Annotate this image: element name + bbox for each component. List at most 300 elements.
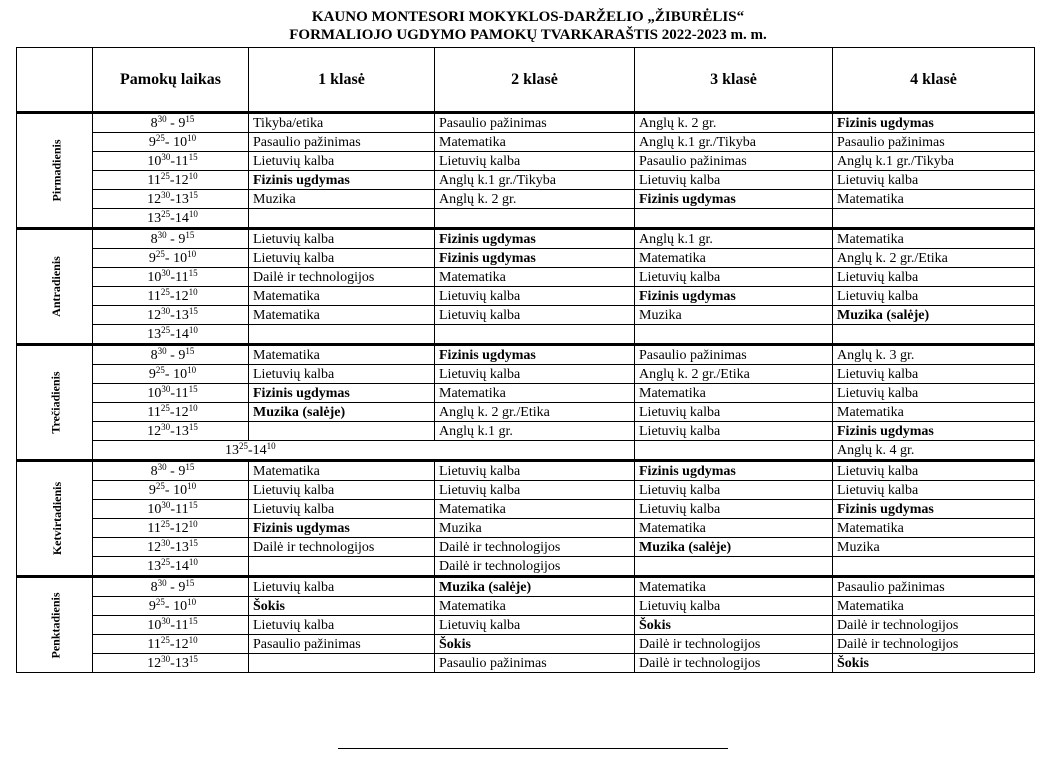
lesson-cell: Pasaulio pažinimas [833,577,1035,597]
lesson-cell: Anglų k. 2 gr./Etika [635,365,833,384]
time-end-minute: 10 [188,286,198,297]
lesson-cell: Lietuvių kalba [435,152,635,171]
lesson-cell: Muzika (salėje) [249,403,435,422]
day-label: Pirmadienis [49,139,63,202]
lesson-cell: Matematika [833,403,1035,422]
schedule-table [16,47,1035,673]
time-start-minute: 25 [155,480,165,491]
time-end-hour: 10 [173,134,188,150]
lesson-cell: Fizinis ugdymas [635,190,833,209]
time-separator: - [170,501,176,517]
time-start-hour: 8 [150,463,158,479]
time-end-hour: 11 [175,153,189,169]
time-start-hour: 9 [148,482,156,498]
lesson-cell: Matematika [435,384,635,403]
time-end-hour: 14 [174,558,189,574]
time-separator: - [170,558,175,574]
time-end-minute: 15 [188,653,198,664]
time-end-hour: 13 [174,539,189,555]
lesson-cell: Fizinis ugdymas [435,345,635,365]
time-start-minute: 25 [155,596,165,607]
time-end-minute: 10 [188,556,198,567]
time-separator: - [170,153,176,169]
time-end-hour: 9 [178,347,186,363]
time-end-minute: 15 [188,267,198,278]
lesson-cell: Lietuvių kalba [249,365,435,384]
time-separator: - [170,655,175,671]
lesson-cell: Muzika [833,538,1035,557]
time-end-hour: 12 [174,636,189,652]
time-start-minute: 25 [160,402,170,413]
time-end-hour: 12 [174,520,189,536]
lesson-cell: Matematika [833,597,1035,616]
lesson-cell: Lietuvių kalba [249,616,435,635]
time-end-hour: 12 [174,288,189,304]
time-start-hour: 9 [148,134,156,150]
time-start-hour: 8 [150,115,158,131]
time-end-minute: 10 [266,440,276,451]
title-line-2: FORMALIOJO UGDYMO PAMOKŲ TVARKARAŠTIS 2022-2023 m. m. [289,27,767,43]
table-row [17,113,1035,133]
lesson-cell: Lietuvių kalba [833,287,1035,306]
time-end-hour: 14 [174,326,189,342]
lesson-cell: Pasaulio pažinimas [435,113,635,133]
table-row [17,461,1035,481]
time-end-hour: 10 [173,598,188,614]
time-start-hour: 12 [147,539,162,555]
day-label-cell [17,345,93,461]
time-cell [93,577,249,597]
lesson-cell: Matematika [635,577,833,597]
time-cell [93,500,249,519]
time-start-minute: 25 [239,440,248,451]
lesson-cell: Dailė ir technologijos [249,538,435,557]
time-end-hour: 13 [174,655,189,671]
time-end-hour: 14 [174,210,189,226]
time-start-minute: 30 [161,421,171,432]
time-start-hour: 11 [147,520,161,536]
lesson-cell [635,557,833,577]
lesson-cell: Lietuvių kalba [249,577,435,597]
time-cell [93,268,249,287]
time-start-minute: 25 [155,132,165,143]
time-start-hour: 10 [147,385,162,401]
day-label-cell [17,577,93,673]
table-row [17,597,1035,616]
time-cell [93,597,249,616]
lesson-cell [249,557,435,577]
lesson-cell: Lietuvių kalba [435,481,635,500]
time-start-minute: 25 [160,170,170,181]
time-end-minute: 10 [188,208,198,219]
time-end-minute: 15 [188,537,198,548]
time-start-hour: 9 [148,366,156,382]
lesson-cell: Pasaulio pažinimas [833,133,1035,152]
lesson-cell: Anglų k.1 gr./Tikyba [635,133,833,152]
lesson-cell [833,325,1035,345]
day-label: Antradienis [49,256,63,317]
time-cell [93,422,249,441]
time-cell [93,152,249,171]
table-row [17,441,1035,461]
lesson-cell: Lietuvių kalba [435,306,635,325]
table-row [17,268,1035,287]
lesson-cell: Dailė ir technologijos [435,557,635,577]
time-end-minute: 15 [185,345,195,356]
time-end-hour: 9 [178,231,186,247]
time-end-hour: 10 [173,482,188,498]
lesson-cell: Fizinis ugdymas [833,113,1035,133]
time-end-hour: 11 [175,385,189,401]
time-start-minute: 30 [161,383,171,394]
time-separator: - [166,579,179,595]
table-row [17,538,1035,557]
schedule-body [17,113,1035,673]
time-start-minute: 30 [157,345,167,356]
lesson-cell: Lietuvių kalba [435,616,635,635]
lesson-cell: Dailė ir technologijos [635,635,833,654]
lesson-cell: Lietuvių kalba [833,384,1035,403]
time-separator: - [169,636,175,652]
table-row [17,519,1035,538]
table-row [17,635,1035,654]
lesson-cell [435,209,635,229]
time-end-minute: 10 [187,248,197,259]
time-start-minute: 30 [161,499,171,510]
lesson-cell: Tikyba/etika [249,113,435,133]
lesson-cell: Lietuvių kalba [249,152,435,171]
table-row [17,365,1035,384]
day-label: Penktadienis [48,591,63,659]
lesson-cell: Dailė ir technologijos [635,654,833,673]
time-end-hour: 13 [174,191,189,207]
lesson-cell: Fizinis ugdymas [435,229,635,249]
time-separator: - [169,288,175,304]
time-start-minute: 25 [161,324,171,335]
time-separator: - [170,423,175,439]
time-cell [93,384,249,403]
lesson-cell: Muzika [249,190,435,209]
time-end-hour: 12 [174,172,189,188]
table-row [17,133,1035,152]
lesson-cell: Anglų k.1 gr. [435,422,635,441]
lesson-cell: Matematika [249,461,435,481]
header-class-1: 1 klasė [249,48,435,113]
time-start-hour: 13 [147,558,162,574]
time-cell [93,403,249,422]
lesson-cell: Pasaulio pažinimas [635,152,833,171]
time-start-minute: 30 [161,305,171,316]
time-cell [93,306,249,325]
lesson-cell: Fizinis ugdymas [635,287,833,306]
time-end-hour: 14 [252,442,267,458]
time-separator: - [166,115,179,131]
header-class-3: 3 klasė [635,48,833,113]
lesson-cell: Šokis [435,635,635,654]
time-separator: - [170,326,175,342]
lesson-cell: Lietuvių kalba [435,287,635,306]
lesson-cell: Fizinis ugdymas [249,384,435,403]
time-end-minute: 15 [188,615,198,626]
time-end-hour: 10 [173,366,188,382]
lesson-cell: Pasaulio pažinimas [249,635,435,654]
time-end-minute: 15 [185,577,195,588]
table-row [17,654,1035,673]
lesson-cell: Muzika (salėje) [635,538,833,557]
time-separator: - [164,366,174,382]
day-label: Ketvirtadienis [50,481,65,556]
day-label-cell [17,229,93,345]
table-row [17,171,1035,190]
lesson-cell: Lietuvių kalba [833,268,1035,287]
lesson-cell: Lietuvių kalba [249,229,435,249]
time-end-minute: 10 [187,364,197,375]
time-end-minute: 10 [187,132,197,143]
time-separator: - [166,347,179,363]
time-cell [93,345,249,365]
table-row [17,500,1035,519]
time-start-minute: 25 [160,286,170,297]
table-row [17,190,1035,209]
time-start-hour: 13 [147,210,162,226]
lesson-cell: Matematika [833,190,1035,209]
table-row [17,209,1035,229]
time-start-minute: 25 [155,248,165,259]
time-cell [93,654,249,673]
lesson-cell: Pasaulio pažinimas [249,133,435,152]
lesson-cell: Muzika [635,306,833,325]
time-end-minute: 10 [188,170,198,181]
time-end-hour: 9 [178,115,186,131]
time-cell [93,113,249,133]
time-end-minute: 10 [188,634,198,645]
time-start-minute: 30 [157,229,167,240]
lesson-cell: Lietuvių kalba [435,365,635,384]
day-label: Trečiadienis [48,371,63,434]
time-end-hour: 11 [175,617,189,633]
lesson-cell [249,654,435,673]
table-row [17,384,1035,403]
time-start-minute: 25 [155,364,165,375]
time-start-minute: 25 [161,556,171,567]
lesson-cell: Dailė ir technologijos [435,538,635,557]
time-start-minute: 25 [160,634,170,645]
time-end-hour: 9 [178,579,186,595]
time-start-hour: 11 [147,288,161,304]
time-start-minute: 30 [157,113,167,124]
time-start-hour: 10 [147,617,162,633]
lesson-cell: Matematika [833,519,1035,538]
lesson-cell: Anglų k. 2 gr. [635,113,833,133]
lesson-cell: Pasaulio pažinimas [635,345,833,365]
lesson-cell: Lietuvių kalba [249,481,435,500]
lesson-cell: Fizinis ugdymas [249,519,435,538]
time-end-hour: 10 [173,250,188,266]
lesson-cell: Šokis [249,597,435,616]
time-start-hour: 8 [150,347,158,363]
time-end-hour: 12 [174,404,189,420]
time-separator: - [170,385,176,401]
time-start-minute: 30 [161,267,171,278]
lesson-cell [249,325,435,345]
time-end-minute: 15 [185,461,195,472]
title-line-1: KAUNO MONTESORI MOKYKLOS-DARŽELIO „ŽIBURĖLIS“ [311,9,745,25]
time-start-hour: 11 [147,404,161,420]
lesson-cell: Anglų k. 2 gr. [435,190,635,209]
footer-line [338,748,728,749]
table-row [17,557,1035,577]
lesson-cell: Lietuvių kalba [635,268,833,287]
lesson-cell: Anglų k. 4 gr. [833,441,1035,461]
table-row [17,345,1035,365]
time-start-minute: 30 [161,189,171,200]
table-row [17,306,1035,325]
time-cell [93,365,249,384]
time-start-hour: 10 [147,501,162,517]
time-cell [93,635,249,654]
time-separator: - [166,463,179,479]
table-row [17,577,1035,597]
time-cell [93,287,249,306]
header-class-4: 4 klasė [833,48,1035,113]
time-start-hour: 8 [150,231,158,247]
lesson-cell [635,325,833,345]
time-end-minute: 15 [185,229,195,240]
lesson-cell: Šokis [635,616,833,635]
time-separator: - [164,250,174,266]
time-separator: - [170,307,175,323]
time-separator: - [164,598,174,614]
header-time: Pamokų laikas [93,48,249,113]
lesson-cell: Lietuvių kalba [435,461,635,481]
lesson-cell: Muzika (salėje) [833,306,1035,325]
lesson-cell: Anglų k. 2 gr./Etika [435,403,635,422]
time-start-hour: 9 [148,250,156,266]
lesson-cell: Lietuvių kalba [635,403,833,422]
lesson-cell [635,441,833,461]
time-separator: - [170,191,175,207]
lesson-cell: Lietuvių kalba [635,171,833,190]
time-end-hour: 13 [174,423,189,439]
time-start-hour: 11 [147,172,161,188]
lesson-cell: Fizinis ugdymas [435,249,635,268]
table-row [17,152,1035,171]
lesson-cell: Matematika [635,249,833,268]
time-start-hour: 12 [147,191,162,207]
time-start-minute: 30 [157,577,167,588]
table-row [17,422,1035,441]
lesson-cell: Fizinis ugdymas [833,500,1035,519]
time-start-minute: 30 [161,615,171,626]
lesson-cell: Lietuvių kalba [833,461,1035,481]
lesson-cell [833,209,1035,229]
time-cell [93,538,249,557]
header-corner [17,48,93,113]
lesson-cell [435,325,635,345]
time-cell [93,171,249,190]
time-start-minute: 30 [161,151,171,162]
time-start-minute: 30 [157,461,167,472]
lesson-cell: Matematika [435,500,635,519]
time-start-hour: 13 [147,326,162,342]
lesson-cell: Lietuvių kalba [833,481,1035,500]
table-row [17,616,1035,635]
time-end-hour: 11 [175,269,189,285]
time-separator: - [170,617,176,633]
lesson-cell: Lietuvių kalba [833,365,1035,384]
lesson-cell: Lietuvių kalba [635,422,833,441]
lesson-cell: Anglų k.1 gr. [635,229,833,249]
time-end-minute: 15 [188,189,198,200]
table-row [17,249,1035,268]
table-row [17,403,1035,422]
time-end-minute: 15 [188,151,198,162]
time-start-hour: 12 [147,655,162,671]
time-cell [93,441,635,461]
time-end-minute: 10 [187,480,197,491]
document-title [0,8,1056,44]
time-cell [93,519,249,538]
lesson-cell: Fizinis ugdymas [833,422,1035,441]
header-row [17,48,1035,113]
lesson-cell: Lietuvių kalba [249,500,435,519]
time-start-hour: 11 [147,636,161,652]
time-start-minute: 30 [161,653,171,664]
time-start-hour: 9 [148,598,156,614]
table-row [17,229,1035,249]
lesson-cell: Dailė ir technologijos [833,616,1035,635]
day-label-cell [17,461,93,577]
lesson-cell: Lietuvių kalba [833,171,1035,190]
lesson-cell: Matematika [435,133,635,152]
time-cell [93,190,249,209]
lesson-cell: Matematika [249,345,435,365]
lesson-cell: Matematika [635,519,833,538]
lesson-cell [635,209,833,229]
time-separator: - [164,134,174,150]
time-start-minute: 25 [160,518,170,529]
lesson-cell [249,422,435,441]
time-start-hour: 10 [147,153,162,169]
lesson-cell: Anglų k.1 gr./Tikyba [833,152,1035,171]
lesson-cell: Anglų k. 3 gr. [833,345,1035,365]
time-separator: - [169,520,175,536]
time-separator: - [164,482,174,498]
time-start-minute: 30 [161,537,171,548]
time-cell [93,133,249,152]
time-cell [93,209,249,229]
table-row [17,287,1035,306]
time-end-minute: 15 [188,305,198,316]
lesson-cell: Pasaulio pažinimas [435,654,635,673]
time-end-hour: 13 [174,307,189,323]
time-cell [93,481,249,500]
lesson-cell [833,557,1035,577]
time-separator: - [170,539,175,555]
lesson-cell: Lietuvių kalba [249,249,435,268]
time-end-hour: 9 [178,463,186,479]
time-end-minute: 10 [187,596,197,607]
time-start-hour: 12 [147,423,162,439]
lesson-cell: Dailė ir technologijos [249,268,435,287]
header-class-2: 2 klasė [435,48,635,113]
lesson-cell: Lietuvių kalba [635,500,833,519]
time-cell [93,461,249,481]
time-end-minute: 10 [188,324,198,335]
lesson-cell: Anglų k.1 gr./Tikyba [435,171,635,190]
time-cell [93,249,249,268]
time-end-minute: 15 [188,499,198,510]
